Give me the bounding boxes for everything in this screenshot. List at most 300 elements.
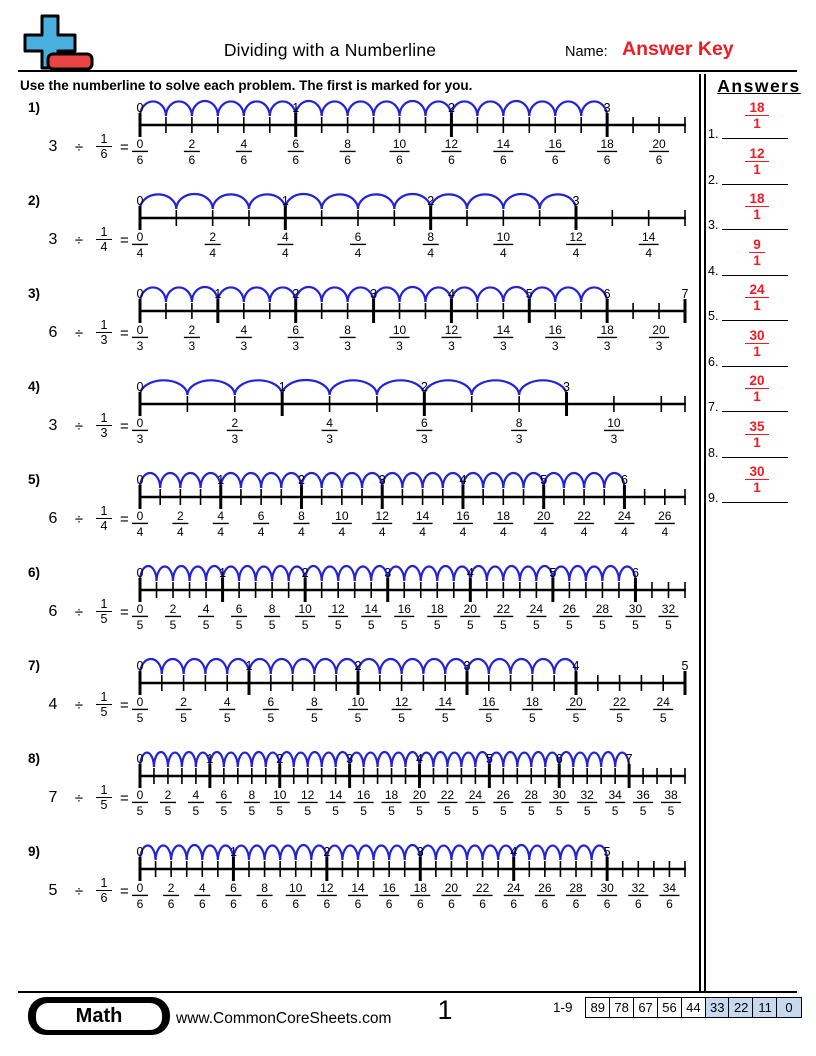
integer-label: 4 [447,287,455,301]
fraction-label-denominator: 6 [551,153,559,167]
fraction-label-denominator: 5 [659,711,667,725]
fraction-label-numerator: 26 [658,509,672,523]
answer-fraction-numerator: 24 [745,282,768,298]
integer-label: 3 [603,101,611,115]
fraction-label-denominator: 3 [499,339,507,353]
integer-label: 0 [136,194,144,208]
fraction-label-numerator: 24 [468,788,483,802]
fraction-label-denominator: 3 [551,339,559,353]
fraction-label-numerator: 14 [496,137,511,151]
hop-arc [400,287,426,302]
fraction-label-numerator: 10 [335,509,349,523]
fraction-label-numerator: 8 [311,695,318,709]
fraction-label-numerator: 32 [661,602,676,616]
hop-arc [261,473,281,488]
hop-arc [187,845,203,860]
hop-arc [451,846,467,860]
fraction-label-numerator: 14 [364,602,378,616]
hop-arc [437,566,454,581]
score-cell: 22 [728,997,754,1018]
fraction-label-numerator: 0 [136,881,144,895]
fraction-label-numerator: 2 [188,137,196,151]
hop-arc [489,659,511,674]
division-sign: ÷ [74,139,84,156]
fraction-label-denominator: 5 [566,618,573,632]
fraction-label-denominator: 6 [292,153,300,167]
hop-arc [224,753,238,767]
hop-arc [314,659,336,674]
expression-divisor-fraction [92,504,116,533]
hop-arc [330,380,377,395]
answer-number: 7. [708,400,719,414]
integer-label: 7 [625,752,633,766]
fraction-label-numerator: 14 [496,323,511,337]
fraction-label-numerator: 28 [595,602,610,616]
fraction-label-numerator: 10 [298,602,312,616]
fraction-label-denominator: 4 [540,525,548,539]
fraction-label-numerator: 8 [344,137,351,151]
integer-label: 1 [217,473,225,487]
fraction-label-numerator: 30 [600,881,614,895]
answer-number: 6. [708,354,719,369]
integer-label: 1 [281,194,289,208]
hop-arc [241,473,261,488]
answer-fraction-numerator: 9 [749,237,765,253]
answer-fraction [737,237,777,268]
hop-arc [244,101,270,116]
divisor-denominator: 4 [100,240,108,254]
fraction-label-numerator: 6 [354,230,362,244]
fraction-label-denominator: 5 [444,804,451,818]
hop-arc [503,194,539,209]
fraction-label-denominator: 5 [533,618,540,632]
integer-label: 1 [292,101,300,115]
fraction-label-numerator: 20 [652,137,666,151]
integer-label: 2 [447,101,455,115]
hop-arc [154,752,168,767]
hop-arc [176,194,212,209]
numberline-svg [130,98,705,170]
hop-arc [296,287,322,302]
integer-label: 5 [540,473,548,487]
answer-item [700,282,816,324]
fraction-label-numerator: 0 [136,602,144,616]
fraction-label-numerator: 28 [524,788,538,802]
answer-fraction [737,100,777,131]
hop-arc [421,567,438,581]
fraction-label-numerator: 32 [580,788,594,802]
fraction-label-denominator: 5 [136,711,144,725]
expression-dividend: 6 [48,324,58,341]
answer-blank-line [722,366,788,367]
integer-label: 4 [459,473,467,487]
fraction-label-denominator: 4 [459,525,467,539]
fraction-label-numerator: 0 [136,509,144,523]
hop-arc [467,194,503,209]
hop-arc [377,380,424,395]
expression-divisor-fraction [92,318,116,347]
division-sign: ÷ [74,511,84,528]
fraction-label-numerator: 18 [384,788,399,802]
hop-arc [520,567,537,581]
answers-title: Answers [717,76,801,96]
fraction-label-denominator: 3 [240,339,248,353]
fraction-label-numerator: 6 [267,695,275,709]
integer-label: 6 [620,473,628,487]
hop-arc [322,101,348,116]
fraction-label-numerator: 26 [562,602,577,616]
fraction-label-denominator: 6 [323,897,331,911]
fraction-label-denominator: 3 [136,432,144,446]
answer-fraction-numerator: 35 [745,419,768,435]
problem-number: 6) [28,565,41,580]
hop-arcs [140,380,567,395]
integer-label: 3 [563,380,570,394]
fraction-label-denominator: 3 [421,432,428,446]
fraction-label-denominator: 5 [334,618,342,632]
divisor-denominator: 3 [100,426,108,440]
hop-arc [168,753,182,767]
fraction-label-numerator: 8 [298,509,305,523]
fraction-label-denominator: 5 [667,804,675,818]
integer-label: 0 [136,566,144,580]
hop-arc [322,473,342,488]
integer-label: 0 [136,101,144,115]
fraction-label-numerator: 4 [198,881,206,895]
fraction-label-numerator: 32 [631,881,645,895]
expression-dividend: 6 [48,510,58,527]
fraction-label-numerator: 4 [240,137,248,151]
fraction-label-denominator: 4 [645,246,653,260]
answer-number: 4. [708,263,719,278]
fraction-label-denominator: 5 [354,711,362,725]
integer-label: 0 [136,752,144,766]
fraction-label-denominator: 5 [367,618,375,632]
fraction-label-numerator: 20 [569,695,583,709]
hop-arc [487,567,504,581]
hop-arc [282,380,329,395]
hop-arc [517,753,531,767]
fraction-label-numerator: 10 [496,230,511,244]
fraction-label-numerator: 22 [577,509,591,523]
fraction-label-numerator: 4 [217,509,225,523]
fraction-label-numerator: 28 [569,881,583,895]
integer-label: 6 [603,287,611,301]
hop-arc [358,846,374,860]
fraction-label-numerator: 18 [430,602,444,616]
hop-arc [431,194,467,209]
fraction-label-numerator: 12 [569,230,583,244]
fraction-label-denominator: 6 [655,153,663,167]
hop-arc [280,846,296,860]
hop-arc [271,659,293,674]
fraction-label-numerator: 34 [608,788,622,802]
fraction-label-denominator: 6 [136,153,144,167]
hop-arc [322,194,358,209]
divisor-denominator: 5 [100,798,108,812]
fraction-label-denominator: 5 [611,804,619,818]
answer-blank-line [722,184,788,185]
fraction-label-denominator: 6 [261,897,268,911]
answer-fraction-denominator: 1 [753,116,761,131]
hop-arc [338,566,355,581]
fraction-label-denominator: 5 [267,711,275,725]
hop-arc [293,659,315,674]
answer-number: 9. [708,491,719,505]
fraction-label-denominator: 5 [665,618,672,632]
fraction-label-numerator: 16 [382,881,396,895]
hop-arc [564,473,584,488]
division-sign: ÷ [74,232,84,249]
fraction-label-numerator: 2 [177,509,184,523]
expression-dividend: 4 [48,696,58,713]
fraction-label-numerator: 10 [351,695,365,709]
hop-arc [477,287,503,302]
fraction-label-numerator: 6 [292,323,300,337]
footer-rule [18,991,797,993]
divisor-numerator: 1 [96,132,112,147]
fraction-label-denominator: 6 [448,153,455,167]
fraction-label-numerator: 8 [427,230,435,244]
numberline-svg [130,563,705,635]
fraction-label-numerator: 4 [240,323,248,337]
fraction-label-numerator: 8 [261,881,268,895]
hop-arc [433,752,447,767]
hop-arc [503,473,523,488]
divisor-denominator: 6 [100,147,108,161]
fraction-label-numerator: 6 [235,602,243,616]
fraction-label-numerator: 24 [529,602,544,616]
fraction-label-denominator: 3 [448,339,455,353]
numberline-svg [130,470,705,542]
fraction-label-denominator: 5 [529,711,536,725]
hop-arc [394,194,430,209]
hop-arc [519,380,566,395]
integer-label: 5 [549,566,557,580]
answer-fraction-denominator: 1 [753,252,761,268]
hop-arc [461,753,475,767]
equals-sign: = [120,604,129,621]
fraction-label-numerator: 26 [496,788,511,802]
hop-arcs [140,194,576,209]
hop-arc [424,380,471,395]
integer-label: 2 [298,473,305,487]
answer-item [700,100,816,142]
fraction-label-denominator: 6 [479,897,486,911]
fraction-label-numerator: 12 [320,881,334,895]
fraction-label-numerator: 16 [397,602,411,616]
fraction-label-numerator: 18 [600,323,614,337]
hop-arc [218,101,244,116]
hop-arc [140,287,166,302]
hop-arc [447,753,461,767]
fraction-label-denominator: 5 [441,711,449,725]
fraction-label-denominator: 5 [583,804,591,818]
fraction-label-numerator: 30 [628,602,643,616]
divisor-denominator: 6 [100,891,108,905]
fraction-label-denominator: 4 [621,525,628,539]
fraction-label-numerator: 12 [301,788,315,802]
hop-arc [584,473,604,488]
hop-arc [402,659,424,674]
integer-label: 4 [466,566,474,580]
hop-arc [256,567,273,581]
fraction-label-numerator: 16 [482,695,496,709]
hop-arc [503,101,529,116]
integer-label: 5 [525,287,533,301]
problem-number: 3) [28,286,41,301]
expression-divisor-fraction [92,690,116,719]
problem-number: 7) [28,658,41,673]
fraction-label-numerator: 0 [136,416,144,430]
fraction-label-numerator: 0 [136,788,144,802]
fraction-label-denominator: 5 [304,804,312,818]
division-sign: ÷ [74,697,84,714]
expression-dividend: 7 [48,789,58,806]
hop-arc [555,287,581,302]
fraction-label-denominator: 5 [276,804,284,818]
integer-label: 0 [136,473,144,487]
fraction-label-numerator: 8 [344,323,351,337]
expression-dividend: 3 [48,231,58,248]
answer-fraction-denominator: 1 [753,389,761,404]
fraction-label-denominator: 3 [136,339,144,353]
answer-number: 1. [708,127,719,141]
hop-arc [342,473,362,488]
fraction-label-numerator: 6 [421,416,428,430]
fraction-label-denominator: 5 [220,804,228,818]
answer-fraction-numerator: 20 [745,373,768,389]
fraction-label-denominator: 5 [616,711,623,725]
hop-arc [374,287,400,302]
equals-sign: = [120,883,129,900]
fraction-label-denominator: 6 [396,153,403,167]
hop-arc [235,380,282,395]
fraction-label-denominator: 4 [217,525,225,539]
fraction-label-denominator: 5 [360,804,367,818]
answer-fraction [737,191,777,222]
hop-arc [472,380,519,395]
fraction-label-numerator: 6 [220,788,228,802]
integer-label: 2 [301,566,309,580]
hop-arc [180,473,200,488]
fraction-label-numerator: 0 [136,323,144,337]
worksheet-title: Dividing with a Numberline [223,40,437,60]
problem-number: 2) [28,193,41,208]
hop-arc [173,566,190,581]
integer-label: 2 [323,845,331,859]
fraction-label-denominator: 3 [326,432,333,446]
answer-item [700,373,816,415]
fraction-label-numerator: 16 [548,323,562,337]
expression-divisor-fraction [92,225,116,254]
fraction-label-numerator: 2 [167,881,175,895]
hop-arc [140,194,176,209]
answer-fraction [737,419,777,450]
integer-label: 5 [603,845,611,859]
integer-label: 1 [214,287,222,301]
hop-arc [296,101,322,116]
score-range-label: 1-9 [553,1000,573,1015]
page-number: 1 [437,995,453,1025]
answer-blank-line [722,275,788,276]
integer-label: 6 [555,752,563,766]
fraction-label-denominator: 5 [400,618,408,632]
problem-number: 9) [28,844,41,859]
fraction-label-denominator: 6 [666,897,673,911]
fraction-label-denominator: 6 [510,897,518,911]
expression-dividend: 6 [48,603,58,620]
expression-divisor-fraction [92,411,116,440]
numberline-svg [130,284,705,356]
name-label: Name: [565,44,608,60]
fraction-label-numerator: 2 [169,602,177,616]
hop-arc [602,566,619,581]
hop-arc [272,566,289,581]
fraction-label-denominator: 5 [202,618,210,632]
hop-arc [218,287,244,302]
fraction-label-numerator: 12 [375,509,389,523]
fraction-label-denominator: 6 [385,897,393,911]
score-cell: 11 [752,997,778,1018]
answer-key-text: Answer Key [622,38,734,60]
problem-5 [0,470,712,563]
hop-arc [182,752,196,767]
fraction-label-denominator: 4 [427,246,435,260]
fraction-label-numerator: 18 [600,137,614,151]
fraction-label-denominator: 4 [572,246,580,260]
fraction-label-denominator: 4 [499,525,507,539]
divisor-numerator: 1 [96,411,112,426]
fraction-label-denominator: 3 [655,339,663,353]
integer-label: 5 [485,752,493,766]
integer-label: 3 [572,194,580,208]
hop-arc [244,287,270,302]
integer-label: 3 [463,659,471,673]
hop-arc [184,659,206,674]
fraction-label-numerator: 12 [394,695,409,709]
hop-arc [380,659,402,674]
fraction-label-numerator: 12 [444,137,459,151]
fraction-label-numerator: 2 [164,788,172,802]
fraction-label-denominator: 3 [610,432,618,446]
fraction-label-denominator: 6 [448,897,455,911]
division-sign: ÷ [74,883,84,900]
divisor-denominator: 5 [100,612,108,626]
hop-arc [239,566,256,581]
hop-arc [140,380,187,395]
hop-arc [265,846,281,860]
fraction-label-numerator: 20 [463,602,477,616]
equals-sign: = [120,139,129,156]
fraction-label-denominator: 4 [338,525,346,539]
answer-fraction [737,464,777,495]
fraction-label-denominator: 3 [396,339,403,353]
fraction-label-denominator: 5 [235,618,243,632]
score-cell: 44 [681,997,707,1018]
answer-item [700,146,816,188]
fraction-label-denominator: 6 [198,897,206,911]
fraction-label-numerator: 26 [538,881,552,895]
integer-label: 1 [245,659,253,673]
problem-number: 8) [28,751,41,766]
fraction-label-numerator: 4 [192,788,200,802]
hop-arc [573,753,587,767]
hop-arc [483,473,503,488]
fraction-label-numerator: 14 [415,509,430,523]
hop-arc [404,566,421,581]
divisor-numerator: 1 [96,504,112,519]
